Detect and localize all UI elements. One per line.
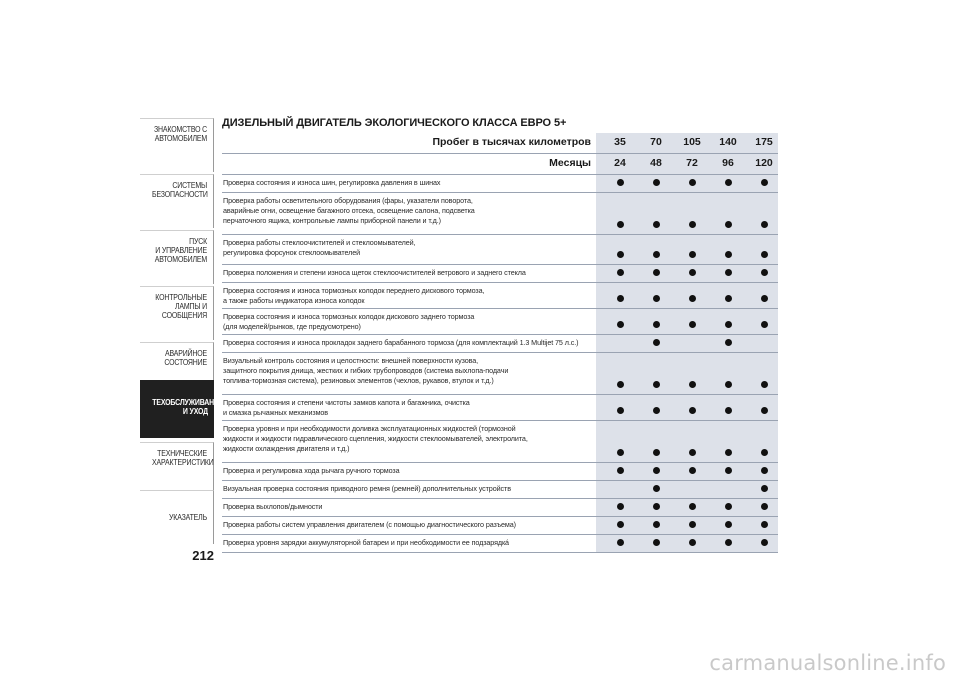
check-dot (689, 503, 696, 510)
check-dot (653, 449, 660, 456)
check-dot (617, 221, 624, 228)
check-dot (617, 251, 624, 258)
check-dot (617, 179, 624, 186)
tab-label: ТЕХОБСЛУЖИВАНИЕ И УХОД (152, 397, 224, 416)
check-dot (689, 449, 696, 456)
row-description: Проверка положения и степени износа щеток стеклоочистителей ветрового и заднего стекла (223, 268, 526, 277)
check-dot (725, 467, 732, 474)
table-row (222, 421, 778, 463)
schedule-rows (222, 175, 778, 553)
check-dot (617, 503, 624, 510)
table-row (222, 353, 778, 395)
months-col: 72 (686, 157, 698, 169)
table-row (222, 335, 778, 353)
tab-label: СИСТЕМЫ БЕЗОПАСНОСТИ (152, 180, 208, 199)
check-dot (761, 467, 768, 474)
check-dot (653, 503, 660, 510)
tab-safety-systems[interactable] (140, 174, 214, 228)
tab-label: КОНТРОЛЬНЫЕ ЛАМПЫ И СООБЩЕНИЯ (155, 292, 207, 320)
check-dot (725, 503, 732, 510)
check-dot (653, 179, 660, 186)
tab-warning-lights[interactable] (140, 286, 214, 340)
check-dot (761, 251, 768, 258)
check-dot (761, 485, 768, 492)
check-dot (761, 269, 768, 276)
check-dot (653, 381, 660, 388)
check-dot (689, 179, 696, 186)
check-dot (689, 269, 696, 276)
check-dot (617, 539, 624, 546)
check-dot (653, 539, 660, 546)
row-description: Проверка работы стеклоочистителей и стеклоомывателей, регулировка форсунок стеклоомывателей (223, 238, 416, 257)
check-dot (761, 503, 768, 510)
tab-label: ТЕХНИЧЕСКИЕ ХАРАКТЕРИСТИКИ (152, 448, 214, 467)
table-row (222, 395, 778, 421)
check-dot (689, 521, 696, 528)
check-dot (617, 321, 624, 328)
months-label: Месяцы (549, 157, 591, 169)
table-row (222, 235, 778, 265)
table-row (222, 517, 778, 535)
row-description: Проверка и регулировка хода рычага ручного тормоза (223, 466, 400, 475)
check-dot (653, 521, 660, 528)
check-dot (689, 467, 696, 474)
row-description: Проверка уровня зарядки аккумуляторной батареи и при необходимости ее подзарядкá (223, 538, 509, 547)
page-title: ДИЗЕЛЬНЫЙ ДВИГАТЕЛЬ ЭКОЛОГИЧЕСКОГО КЛАССА ЕВРО 5+ (222, 117, 567, 129)
tab-maintenance-care[interactable] (140, 380, 224, 438)
check-dot (653, 295, 660, 302)
check-dot (653, 407, 660, 414)
check-dot (653, 339, 660, 346)
table-row (222, 463, 778, 481)
mileage-col: 35 (614, 136, 626, 148)
table-row (222, 499, 778, 517)
check-dot (689, 321, 696, 328)
check-dot (689, 251, 696, 258)
check-dot (725, 251, 732, 258)
check-dot (653, 251, 660, 258)
months-col: 48 (650, 157, 662, 169)
row-description: Проверка состояния и износа тормозных колодок дискового заднего тормоза (для моделей/рынков, где предусмотрено) (223, 312, 475, 331)
row-description: Проверка состояния и износа шин, регулировка давления в шинах (223, 178, 441, 187)
maintenance-schedule-table (222, 133, 778, 553)
check-dot (761, 179, 768, 186)
months-col: 24 (614, 157, 626, 169)
row-description: Проверка состояния и износа тормозных колодок переднего дискового тормоза, а также работы индикатора износа колодок (223, 286, 485, 305)
check-dot (617, 521, 624, 528)
mileage-col: 70 (650, 136, 662, 148)
check-dot (725, 321, 732, 328)
months-col: 96 (722, 157, 734, 169)
tab-starting-driving[interactable] (140, 230, 214, 284)
table-row (222, 193, 778, 235)
row-description: Проверка уровня и при необходимости доливка эксплуатационных жидкостей (тормозной жидкости и жидкости гидравлического сцепления, жидкости стеклоомывателей, электролита, жидкости охлаждения двигателя и т.д.) (223, 424, 528, 453)
page-number: 212 (192, 548, 214, 563)
check-dot (617, 381, 624, 388)
check-dot (761, 321, 768, 328)
table-row (222, 535, 778, 553)
tab-getting-to-know-car[interactable] (140, 118, 214, 172)
check-dot (725, 407, 732, 414)
check-dot (725, 179, 732, 186)
check-dot (689, 381, 696, 388)
row-description: Визуальный контроль состояния и целостности: внешней поверхности кузова, защитного покрытия днища, жестких и гибких трубопроводов (система выхлопа-подачи топлива-тормозная система), резиновых элементов (чехлов, рукавов, втулок и т.д.) (223, 356, 509, 385)
check-dot (725, 539, 732, 546)
mileage-label: Пробег в тысячах километров (432, 136, 591, 148)
check-dot (653, 269, 660, 276)
table-row (222, 265, 778, 283)
mileage-header-row (222, 133, 778, 154)
check-dot (617, 449, 624, 456)
check-dot (653, 485, 660, 492)
check-dot (617, 407, 624, 414)
months-col: 120 (755, 157, 773, 169)
tab-label: ЗНАКОМСТВО С АВТОМОБИЛЕМ (153, 124, 207, 143)
check-dot (761, 449, 768, 456)
mileage-col: 175 (755, 136, 773, 148)
check-dot (617, 467, 624, 474)
table-row (222, 309, 778, 335)
check-dot (761, 407, 768, 414)
check-dot (761, 381, 768, 388)
mileage-col: 105 (683, 136, 701, 148)
watermark: carmanualsonline.info (709, 651, 946, 675)
check-dot (725, 449, 732, 456)
check-dot (617, 269, 624, 276)
check-dot (653, 321, 660, 328)
tab-label: АВАРИЙНОЕ СОСТОЯНИЕ (164, 348, 207, 367)
row-description: Проверка состояния и износа прокладок заднего барабанного тормоза (для комплектаций 1.3 Multijet 75 л.с.) (223, 338, 579, 347)
check-dot (725, 521, 732, 528)
table-row (222, 481, 778, 499)
check-dot (761, 539, 768, 546)
check-dot (689, 539, 696, 546)
check-dot (653, 221, 660, 228)
check-dot (761, 295, 768, 302)
check-dot (725, 339, 732, 346)
check-dot (725, 269, 732, 276)
row-description: Проверка состояния и степени чистоты замков капота и багажника, очистка и смазка рычажных механизмов (223, 398, 470, 417)
check-dot (689, 295, 696, 302)
check-dot (761, 221, 768, 228)
check-dot (725, 295, 732, 302)
tab-label: ПУСК И УПРАВЛЕНИЕ АВТОМОБИЛЕМ (154, 236, 207, 264)
row-description: Визуальная проверка состояния приводного ремня (ремней) дополнительных устройств (223, 484, 511, 493)
check-dot (689, 407, 696, 414)
check-dot (617, 295, 624, 302)
row-description: Проверка работы систем управления двигателем (с помощью диагностического разъема) (223, 520, 516, 529)
tab-technical-specs[interactable] (140, 442, 214, 496)
check-dot (725, 381, 732, 388)
check-dot (761, 521, 768, 528)
check-dot (689, 221, 696, 228)
row-description: Проверка выхлопов/дымности (223, 502, 323, 511)
tab-index[interactable] (140, 490, 214, 544)
check-dot (725, 221, 732, 228)
table-row (222, 283, 778, 309)
mileage-col: 140 (719, 136, 737, 148)
tab-label: УКАЗАТЕЛЬ (169, 512, 207, 522)
months-header-row (222, 154, 778, 175)
row-description: Проверка работы осветительного оборудования (фары, указатели поворота, аварийные огни, освещение багажного отсека, освещение салона, подсветка перчаточного ящика, контрольные лампы приборной панели и т.д.) (223, 196, 475, 225)
table-row (222, 175, 778, 193)
check-dot (653, 467, 660, 474)
